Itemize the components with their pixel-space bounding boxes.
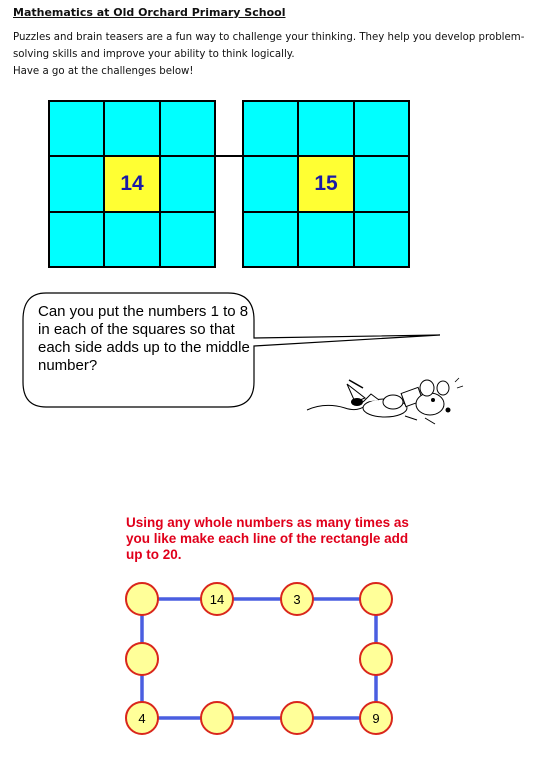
- grid-cell[interactable]: [354, 101, 409, 156]
- grid-cell[interactable]: [49, 156, 104, 211]
- grid-cell[interactable]: [298, 101, 353, 156]
- grid-cell[interactable]: [160, 156, 215, 211]
- mouse-reading-illustration: [305, 372, 465, 432]
- puzzle-instruction: Using any whole numbers as many times as you like make each line of the rectangle add up to 20.: [126, 515, 409, 562]
- grid-cell[interactable]: [354, 156, 409, 211]
- number-circle[interactable]: [200, 701, 234, 735]
- number-circle[interactable]: 3: [280, 582, 314, 616]
- number-circle[interactable]: 14: [200, 582, 234, 616]
- number-circle[interactable]: [125, 582, 159, 616]
- grid-center-cell: 15: [298, 156, 353, 211]
- rectangle-lines: [120, 580, 400, 740]
- grid-cell[interactable]: [243, 156, 298, 211]
- grid-cell[interactable]: [104, 212, 159, 267]
- grid-cell[interactable]: [160, 212, 215, 267]
- grid-cell[interactable]: [160, 101, 215, 156]
- intro-line-2: solving skills and improve your ability to think logically.: [13, 49, 295, 60]
- number-circle[interactable]: [280, 701, 314, 735]
- number-circle[interactable]: [125, 642, 159, 676]
- number-circle[interactable]: 4: [125, 701, 159, 735]
- number-circle[interactable]: [359, 582, 393, 616]
- grid-cell[interactable]: [298, 212, 353, 267]
- page-title: Mathematics at Old Orchard Primary School: [13, 6, 286, 19]
- intro-line-3: Have a go at the challenges below!: [13, 66, 194, 77]
- grid-cell[interactable]: [354, 212, 409, 267]
- grid-center-cell: 14: [104, 156, 159, 211]
- intro-line-1: Puzzles and brain teasers are a fun way to challenge your thinking. They help you develop problem-: [13, 32, 525, 43]
- grid-right: [242, 100, 410, 268]
- grid-cell[interactable]: [243, 101, 298, 156]
- number-circle[interactable]: [359, 642, 393, 676]
- number-circle[interactable]: 9: [359, 701, 393, 735]
- grid-cell[interactable]: [49, 212, 104, 267]
- speech-bubble-text: Can you put the numbers 1 to 8 in each of the squares so that each side adds up to the middle number?: [38, 303, 250, 374]
- grid-left: [48, 100, 216, 268]
- grid-cell[interactable]: [49, 101, 104, 156]
- grid-cell[interactable]: [243, 212, 298, 267]
- grid-cell[interactable]: [104, 101, 159, 156]
